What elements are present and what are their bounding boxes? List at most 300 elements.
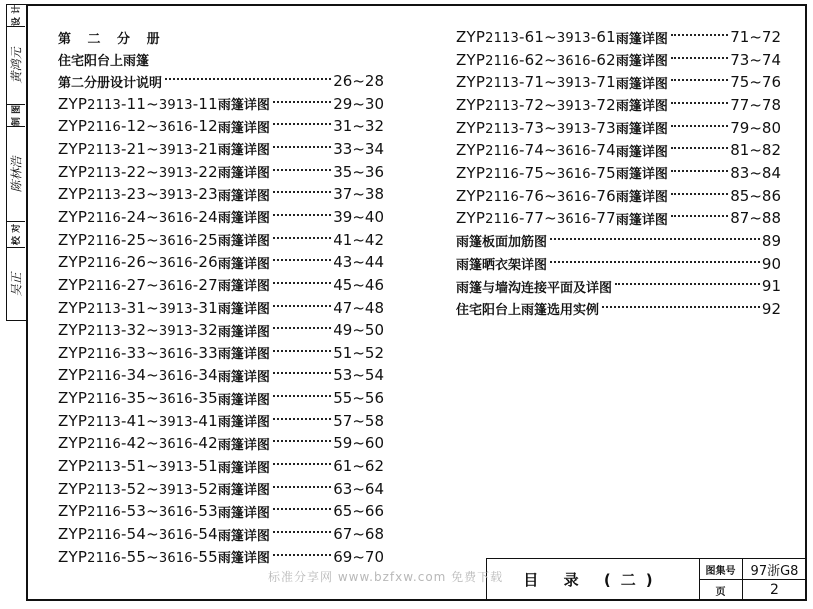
entry-code: [456, 51, 616, 69]
code-post: -31: [192, 298, 218, 317]
leader-dots: [671, 34, 728, 36]
leader-dots: [273, 214, 331, 216]
code-prefix: ZYP: [58, 94, 88, 113]
entry-code: [58, 366, 218, 384]
code-post: -22: [192, 162, 218, 181]
code-post: -54: [192, 525, 218, 543]
entry-code: [58, 208, 218, 226]
toc-entry: [58, 523, 384, 545]
leader-dots: [165, 78, 331, 80]
code-post: -55: [192, 547, 218, 566]
leader-dots: [273, 350, 331, 352]
code-number-from: 2113: [485, 98, 519, 114]
toc-entry: [456, 117, 781, 139]
code-mid: -75~: [518, 163, 557, 182]
toc-entry: [58, 410, 384, 432]
page-number-label: 页: [699, 580, 743, 600]
code-mid: -21~: [120, 139, 159, 158]
entry-pages: 49~50: [333, 321, 384, 340]
code-prefix: ZYP: [58, 139, 88, 158]
entry-title: 雨篷详图: [217, 256, 270, 272]
code-number-from: 2116: [87, 256, 121, 272]
code-number-to: 3616: [158, 256, 193, 272]
entry-code: [456, 209, 616, 227]
code-number-to: 3913: [556, 98, 591, 114]
section-heading-text: 住宅阳台上雨篷: [58, 53, 150, 69]
leader-dots: [273, 237, 331, 239]
entry-pages: 92: [761, 299, 781, 318]
entry-title: 雨篷详图: [217, 166, 270, 182]
entry-title: 雨篷详图: [217, 324, 270, 340]
code-prefix: ZYP: [456, 163, 486, 182]
code-mid: -27~: [120, 275, 159, 294]
entry-pages: 45~46: [333, 275, 384, 294]
toc-entry: [456, 94, 781, 116]
entry-code: [58, 95, 218, 113]
entry-title: 雨篷详图: [615, 54, 668, 70]
code-post: -24: [192, 207, 218, 226]
toc-entry: [58, 319, 384, 341]
code-mid: -34~: [120, 366, 159, 385]
code-mid: -74~: [518, 141, 557, 160]
toc-entry: [58, 161, 384, 183]
code-prefix: ZYP: [58, 434, 88, 453]
sign-cell-design: [7, 5, 25, 27]
leader-dots: [671, 102, 728, 104]
entry-title: 雨篷详图: [615, 122, 668, 138]
entry-pages: 31~32: [333, 117, 384, 136]
entry-title: 雨篷详图: [615, 190, 668, 206]
toc-entry: [58, 206, 384, 228]
entry-pages: 51~52: [333, 343, 384, 362]
leader-dots: [273, 101, 331, 103]
toc-entry: [58, 387, 384, 409]
code-number-from: 2116: [485, 212, 519, 228]
entry-title: 雨篷详图: [217, 415, 270, 431]
code-number-from: 2116: [87, 528, 121, 543]
leader-dots: [273, 282, 331, 284]
entry-title: 第二分册设计说明: [58, 75, 163, 91]
code-number-to: 3616: [158, 392, 193, 408]
entry-title: 雨篷详图: [217, 392, 270, 408]
entry-pages: 67~68: [333, 525, 384, 543]
entry-pages: 29~30: [333, 94, 384, 113]
toc-entry: [456, 26, 781, 48]
code-post: -32: [192, 321, 218, 340]
code-mid: -35~: [120, 389, 159, 408]
entry-pages: 85~86: [730, 186, 781, 205]
entry-code: [456, 96, 616, 114]
code-number-to: 3616: [158, 528, 193, 543]
code-number-to: 3616: [158, 550, 193, 566]
toc-entry: [456, 49, 781, 71]
toc-entry: [58, 432, 384, 454]
leader-dots: [671, 215, 728, 217]
entry-title: 住宅阳台上雨篷选用实例: [456, 303, 600, 319]
code-post: -11: [192, 94, 218, 113]
code-number-to: 3616: [158, 437, 193, 453]
code-number-from: 2116: [87, 120, 121, 136]
code-prefix: ZYP: [58, 343, 88, 362]
code-number-from: 2116: [87, 210, 121, 226]
leader-dots: [273, 508, 331, 510]
code-number-from: 2113: [87, 324, 121, 340]
toc-entry: [456, 139, 781, 161]
entry-pages: 83~84: [730, 163, 781, 182]
leader-dots: [273, 531, 331, 533]
entry-code: [58, 253, 218, 271]
code-prefix: ZYP: [456, 141, 486, 160]
toc-entry: [456, 71, 781, 93]
code-post: -76: [590, 186, 616, 205]
code-number-to: 3616: [158, 369, 193, 385]
code-number-to: 3616: [556, 166, 591, 182]
toc-entry: [58, 274, 384, 296]
entry-code: [58, 185, 218, 203]
code-prefix: ZYP: [456, 118, 486, 137]
entry-pages: 69~70: [333, 547, 384, 566]
leader-dots: [615, 283, 760, 285]
entry-pages: 35~36: [333, 162, 384, 181]
entry-title: 雨篷晒衣架详图: [456, 258, 548, 273]
leader-dots: [671, 79, 728, 81]
leader-dots: [273, 440, 331, 442]
code-number-from: 2116: [87, 392, 121, 408]
entry-title: 雨篷详图: [615, 99, 668, 115]
entry-title: 雨篷详图: [217, 279, 270, 295]
code-number-to: 3913: [158, 324, 193, 340]
entry-code: [58, 525, 218, 543]
code-prefix: ZYP: [58, 298, 88, 317]
code-post: -52: [192, 479, 218, 498]
entry-code: [456, 187, 616, 205]
entry-code: [58, 140, 218, 158]
volume-heading-text: 第 二 分 册: [58, 31, 166, 47]
code-number-from: 2113: [485, 121, 519, 137]
leader-dots: [671, 193, 728, 195]
sign-label-check: 校 对: [12, 223, 23, 246]
sign-cell-draw: [7, 105, 25, 127]
code-post: -41: [192, 411, 218, 430]
code-mid: -41~: [120, 411, 159, 430]
entry-code: [456, 141, 616, 159]
code-post: -73: [590, 118, 616, 137]
leader-dots: [550, 261, 760, 263]
toc-entry: [456, 230, 781, 252]
entry-pages: 81~82: [730, 141, 781, 160]
entry-title: 雨篷详图: [217, 302, 270, 317]
atlas-number-value: 97浙G8: [743, 559, 806, 580]
code-number-to: 3616: [158, 278, 193, 294]
code-prefix: ZYP: [58, 547, 88, 566]
code-prefix: ZYP: [456, 95, 486, 114]
code-post: -42: [192, 434, 218, 453]
page-number-value: 2: [770, 582, 779, 598]
entry-title: 雨篷详图: [615, 167, 668, 183]
sign-cell-check: [7, 222, 25, 248]
entry-title: 雨篷详图: [217, 460, 270, 476]
entry-pages: 59~60: [333, 434, 384, 453]
code-post: -74: [590, 141, 616, 160]
code-number-from: 2113: [87, 482, 121, 498]
signature-strip: [6, 4, 26, 321]
code-post: -72: [590, 95, 616, 114]
entry-title: 雨篷详图: [217, 528, 270, 544]
entry-title: 雨篷详图: [217, 211, 270, 227]
code-post: -27: [192, 275, 218, 294]
entry-pages: 61~62: [333, 457, 384, 476]
code-number-to: 3616: [556, 144, 591, 160]
entry-pages: 89: [761, 231, 781, 250]
code-post: -71: [590, 73, 616, 92]
toc-entry: [456, 207, 781, 229]
sign-cell-designer: [7, 27, 25, 105]
entry-pages: 91: [761, 277, 781, 296]
code-prefix: ZYP: [58, 162, 88, 181]
code-prefix: ZYP: [58, 479, 88, 498]
entry-title: 雨篷详图: [217, 98, 270, 114]
entry-pages: 79~80: [730, 118, 781, 137]
entry-title: 雨篷详图: [615, 76, 668, 92]
code-post: -26: [192, 253, 218, 272]
leader-dots: [273, 259, 331, 261]
toc-entry: [58, 183, 384, 205]
entry-title: 雨篷详图: [615, 212, 668, 228]
code-number-from: 2116: [485, 189, 519, 205]
toc-entry: [58, 251, 384, 273]
toc-entry: [456, 253, 781, 275]
code-number-from: 2116: [87, 278, 121, 294]
signature-designer: 黄鸿元: [9, 47, 24, 84]
code-post: -12: [192, 117, 218, 136]
entry-title: 雨篷详图: [217, 234, 270, 250]
code-prefix: ZYP: [456, 73, 486, 92]
code-post: -51: [192, 457, 218, 476]
code-number-to: 3616: [158, 346, 193, 362]
toc-entry: [58, 297, 384, 319]
leader-dots: [671, 125, 728, 127]
leader-dots: [273, 191, 331, 193]
code-number-to: 3616: [556, 189, 591, 205]
entry-title: 雨篷详图: [217, 505, 270, 521]
entry-code: [58, 548, 218, 566]
atlas-number-label: 图集号: [699, 559, 743, 580]
toc-entry: [58, 364, 384, 386]
toc-entry: [58, 546, 384, 568]
code-number-to: 3913: [158, 414, 193, 430]
code-number-to: 3913: [158, 460, 193, 476]
code-number-to: 3616: [158, 505, 193, 521]
toc-entry: [58, 455, 384, 477]
code-mid: -51~: [120, 457, 159, 476]
code-prefix: ZYP: [58, 275, 88, 294]
entry-pages: 33~34: [333, 139, 384, 158]
toc-entry: [456, 275, 781, 297]
code-mid: -62~: [518, 50, 557, 69]
leader-dots: [273, 146, 331, 148]
entry-code: [58, 412, 218, 430]
entry-pages: 71~72: [730, 28, 781, 46]
entry-code: [58, 299, 218, 317]
code-prefix: ZYP: [58, 525, 88, 543]
leader-dots: [273, 463, 331, 465]
leader-dots: [273, 554, 331, 556]
code-number-to: 3616: [556, 212, 591, 228]
code-mid: -72~: [518, 95, 557, 114]
code-number-from: 2113: [87, 142, 121, 158]
code-number-from: 2116: [87, 346, 121, 362]
entry-code: [456, 28, 616, 46]
code-mid: -76~: [518, 186, 557, 205]
code-number-from: 2116: [87, 437, 121, 453]
entry-pages: 65~66: [333, 502, 384, 521]
leader-dots: [671, 147, 728, 149]
entry-pages: 26~28: [333, 72, 384, 90]
code-number-from: 2116: [87, 369, 121, 385]
volume-heading: [58, 26, 166, 48]
code-number-to: 3616: [158, 120, 193, 136]
toc-entry: [456, 162, 781, 184]
code-number-to: 3913: [158, 142, 193, 158]
entry-pages: 43~44: [333, 253, 384, 272]
code-number-from: 2113: [87, 301, 121, 317]
code-prefix: ZYP: [58, 457, 88, 476]
code-post: -33: [192, 343, 218, 362]
code-number-from: 2113: [485, 31, 519, 46]
entry-title: 雨篷与墙沟连接平面及详图: [456, 280, 613, 296]
signature-drafter: 陈林浩: [9, 155, 24, 193]
entry-pages: 73~74: [730, 50, 781, 69]
entry-title: 雨篷详图: [217, 437, 270, 453]
toc-entry: [58, 478, 384, 500]
leader-dots: [602, 306, 760, 308]
code-post: -25: [192, 230, 218, 249]
code-post: -77: [590, 209, 616, 228]
code-number-from: 2116: [485, 53, 519, 69]
code-number-to: 3913: [556, 76, 591, 92]
toc-entry: [456, 298, 781, 320]
code-number-to: 3913: [158, 97, 193, 113]
watermark-text: 标准分享网 www.bzfxw.com 免费下载: [268, 570, 504, 584]
entry-pages: 57~58: [333, 411, 384, 430]
entry-code: [58, 276, 218, 294]
code-mid: -77~: [518, 209, 557, 228]
entry-code: [456, 119, 616, 137]
code-mid: -55~: [120, 547, 159, 566]
code-prefix: ZYP: [58, 230, 88, 249]
entry-title: 雨篷详图: [217, 188, 270, 204]
leader-dots: [273, 395, 331, 397]
code-number-from: 2113: [485, 76, 519, 92]
code-prefix: ZYP: [58, 321, 88, 340]
code-number-from: 2113: [87, 414, 121, 430]
toc-entry: [58, 70, 384, 92]
entry-code: [456, 164, 616, 182]
entry-title: 雨篷详图: [615, 31, 668, 47]
code-post: -62: [590, 50, 616, 69]
code-mid: -33~: [120, 343, 159, 362]
code-number-from: 2116: [87, 505, 121, 521]
toc-entry: [58, 342, 384, 364]
entry-code: [58, 321, 218, 339]
code-number-from: 2116: [485, 144, 519, 160]
code-mid: -23~: [120, 185, 159, 204]
entry-code: [58, 434, 218, 452]
code-post: -35: [192, 389, 218, 408]
sign-cell-drafter: [7, 127, 25, 222]
entry-title: 雨篷板面加筋图: [456, 235, 548, 251]
code-mid: -22~: [120, 162, 159, 181]
code-number-from: 2116: [87, 233, 121, 249]
code-number-from: 2116: [485, 166, 519, 182]
entry-pages: 77~78: [730, 95, 781, 114]
entry-code: [58, 344, 218, 362]
toc-entry: [58, 115, 384, 137]
code-mid: -25~: [120, 230, 159, 249]
code-mid: -11~: [120, 94, 159, 113]
entry-pages: 41~42: [333, 230, 384, 249]
entry-pages: 39~40: [333, 207, 384, 226]
code-number-from: 2116: [87, 550, 121, 566]
code-number-to: 3913: [556, 31, 591, 46]
entry-title: 雨篷详图: [217, 369, 270, 385]
code-post: -23: [192, 185, 218, 204]
code-number-from: 2113: [87, 188, 121, 204]
entry-title: 雨篷详图: [615, 144, 668, 160]
code-number-from: 2113: [87, 460, 121, 476]
toc-entry: [58, 138, 384, 160]
leader-dots: [273, 486, 331, 488]
code-number-to: 3913: [158, 301, 193, 317]
code-prefix: ZYP: [58, 207, 88, 226]
entry-pages: 55~56: [333, 389, 384, 408]
entry-code: [58, 231, 218, 249]
code-number-to: 3616: [158, 210, 193, 226]
code-prefix: ZYP: [58, 366, 88, 385]
leader-dots: [273, 418, 331, 420]
code-number-to: 3616: [556, 53, 591, 69]
entry-code: [58, 457, 218, 475]
entry-title: 雨篷详图: [217, 120, 270, 136]
code-mid: -54~: [120, 525, 159, 543]
code-mid: -32~: [120, 321, 159, 340]
entry-code: [58, 163, 218, 181]
code-mid: -52~: [120, 479, 159, 498]
code-prefix: ZYP: [58, 253, 88, 272]
title-block-title: 目 录 (二): [487, 559, 700, 600]
leader-dots: [273, 169, 331, 171]
leader-dots: [671, 170, 728, 172]
code-number-from: 2113: [87, 97, 121, 113]
entry-code: [58, 502, 218, 520]
code-prefix: ZYP: [456, 28, 486, 46]
leader-dots: [273, 305, 331, 307]
leader-dots: [273, 372, 331, 374]
toc-entry: [58, 500, 384, 522]
code-prefix: ZYP: [456, 50, 486, 69]
code-post: -53: [192, 502, 218, 521]
code-number-to: 3913: [158, 482, 193, 498]
code-mid: -24~: [120, 207, 159, 226]
code-mid: -71~: [518, 73, 557, 92]
toc-entry: [456, 185, 781, 207]
entry-pages: 37~38: [333, 185, 384, 204]
code-post: -21: [192, 139, 218, 158]
entry-title: 雨篷详图: [217, 143, 270, 159]
entry-code: [58, 389, 218, 407]
entry-title: 雨篷详图: [217, 551, 270, 567]
entry-pages: 53~54: [333, 366, 384, 385]
